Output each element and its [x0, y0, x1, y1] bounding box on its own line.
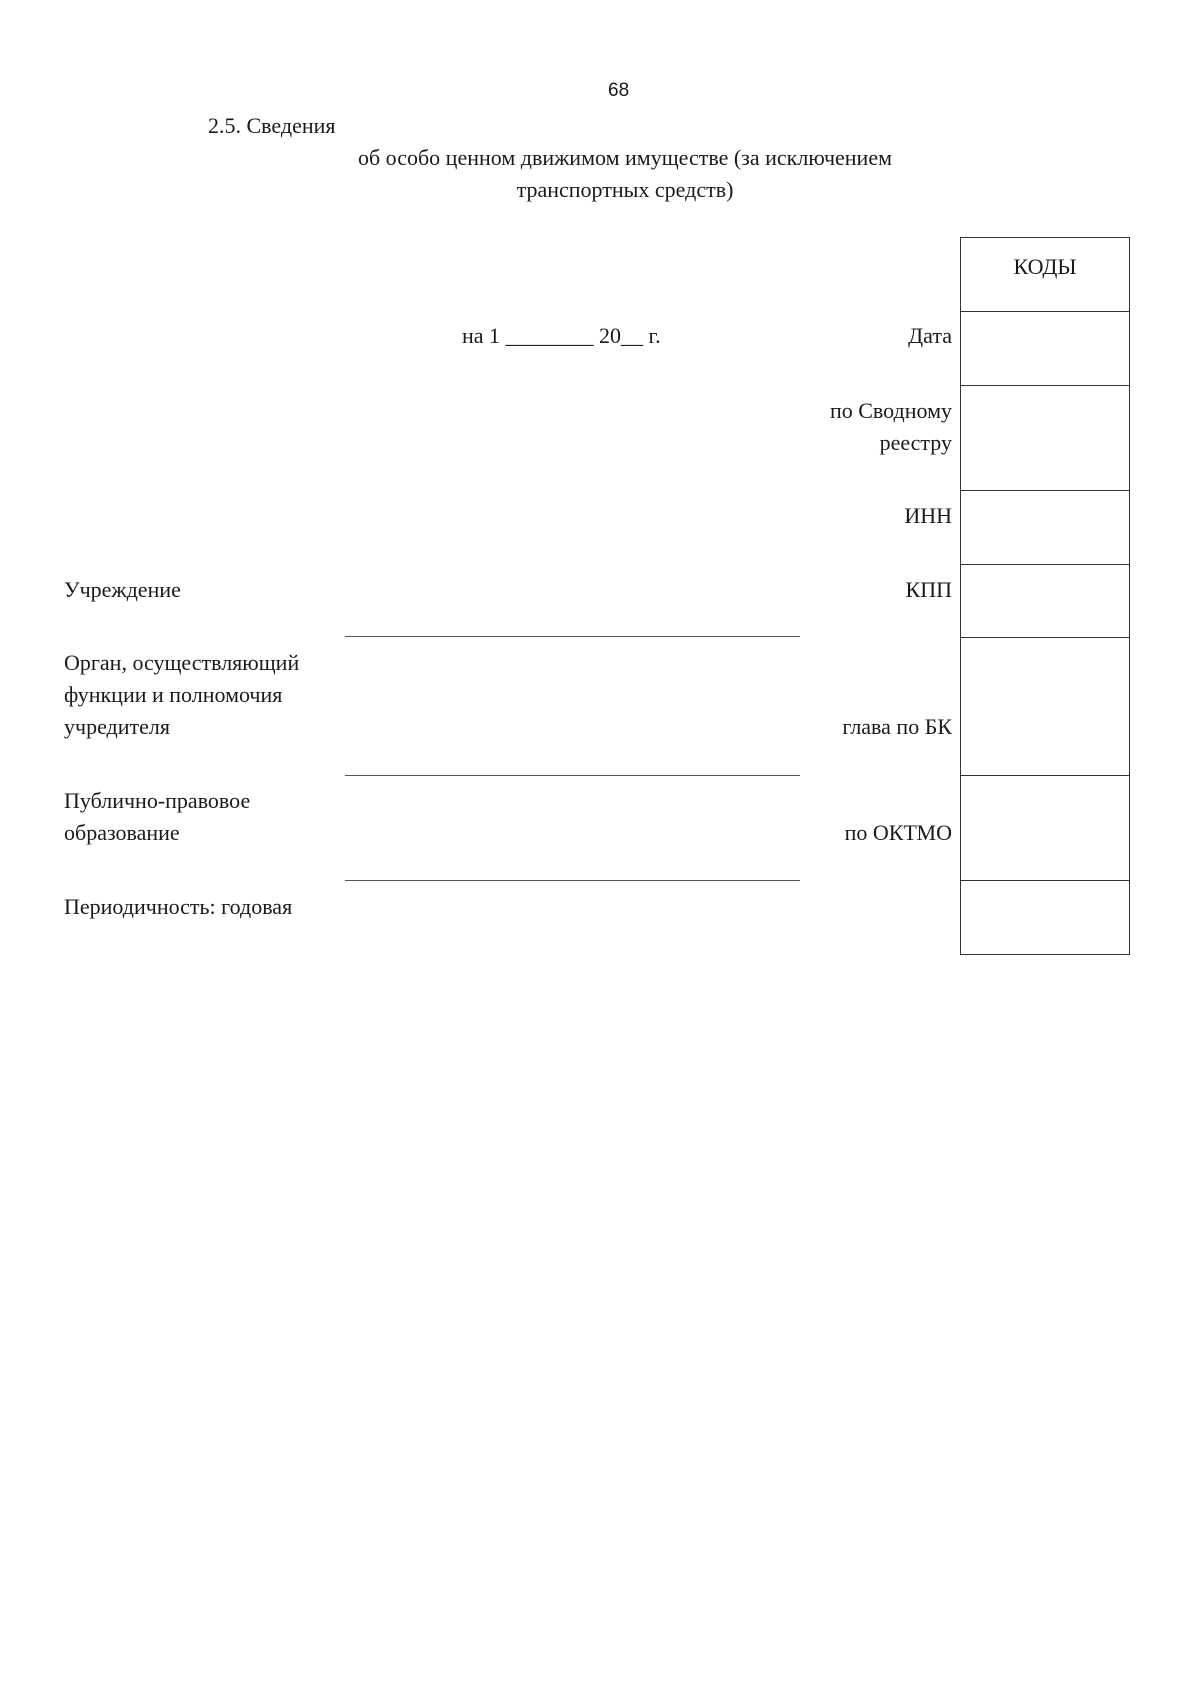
report-date-line: на 1 ________ 20__ г. — [462, 323, 661, 348]
code-cell-periodicity[interactable] — [961, 881, 1129, 954]
label-kpp: КПП — [905, 577, 952, 602]
codes-table — [960, 237, 1130, 955]
founder-fill-line[interactable] — [345, 775, 800, 776]
code-cell-date[interactable] — [961, 312, 1129, 386]
label-founder-line3: учредителя — [64, 714, 170, 739]
code-cell-inn[interactable] — [961, 491, 1129, 565]
label-register-line2: реестру — [879, 430, 952, 455]
label-founder-line1: Орган, осуществляющий — [64, 650, 300, 675]
label-public-entity-line2: образование — [64, 820, 180, 845]
page-number: 68 — [608, 80, 630, 101]
code-cell-kpp[interactable] — [961, 565, 1129, 638]
label-bk-chapter: глава по БК — [842, 714, 952, 739]
label-oktmo: по ОКТМО — [844, 820, 952, 845]
label-institution: Учреждение — [64, 577, 181, 602]
section-subheading-line1: об особо ценном движимом имуществе (за исключением — [357, 145, 893, 170]
label-inn: ИНН — [904, 503, 952, 528]
label-register-line1: по Сводному — [829, 398, 952, 423]
section-subheading-line2: транспортных средств) — [516, 177, 734, 202]
institution-fill-line[interactable] — [345, 636, 800, 637]
label-public-entity-line1: Публично-правовое — [64, 788, 251, 813]
label-founder-line2: функции и полномочия — [64, 682, 283, 707]
public-entity-fill-line[interactable] — [345, 880, 800, 881]
codes-header: КОДЫ — [961, 238, 1129, 312]
code-cell-bk-chapter[interactable] — [961, 638, 1129, 776]
code-cell-register[interactable] — [961, 386, 1129, 491]
label-periodicity: Периодичность: годовая — [64, 894, 293, 919]
label-date: Дата — [908, 323, 952, 348]
code-cell-oktmo[interactable] — [961, 776, 1129, 881]
section-heading: 2.5. Сведения — [208, 113, 336, 138]
